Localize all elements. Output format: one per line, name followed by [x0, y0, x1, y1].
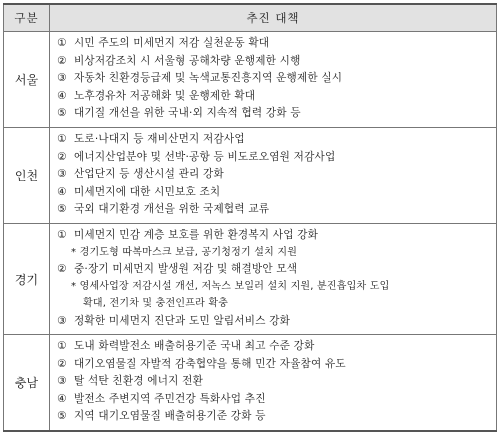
region-cell: 인천	[4, 128, 50, 224]
item-text: 도로·나대지 등 재비산먼지 저감사업	[74, 133, 245, 145]
list-item	[57, 201, 496, 219]
list-item	[57, 373, 496, 391]
item-number: ⑤	[57, 203, 67, 216]
list-item	[57, 53, 496, 71]
item-number: ①	[57, 37, 67, 49]
item-number: ④	[57, 89, 67, 102]
list-item	[57, 184, 496, 202]
item-text: 미세먼지 민감 계층 보호를 위한 환경복지 사업 강화	[74, 229, 319, 241]
item-number: ④	[57, 392, 67, 405]
item-text: 미세먼지에 대한 시민보호 조치	[74, 185, 221, 198]
header-measures: 추진 대책	[50, 4, 497, 32]
item-text: 지역 대기오염물질 배출허용기준 강화 등	[74, 410, 266, 423]
sub-note: * 영세사업장 저감시설 개선, 저녹스 보일러 설치 지원, 분진흡입차 도입	[71, 280, 390, 292]
item-number: ⑤	[57, 107, 67, 120]
measures-table	[3, 3, 497, 432]
table-row-chungnam	[4, 335, 497, 431]
sub-note: * 경기도형 따복마스크 보급, 공기청정기 설치 지원	[71, 246, 298, 258]
item-text: 시민 주도의 미세먼지 저감 실천운동 확대	[74, 37, 270, 49]
item-text: 대기오염물질 자발적 감축협약을 통해 민간 자율참여 유도	[74, 357, 346, 370]
items-cell	[50, 128, 497, 224]
item-number: ①	[57, 229, 67, 241]
list-item	[57, 227, 496, 245]
item-text: 노후경유차 저공해화 및 운행제한 확대	[74, 89, 256, 102]
list-item	[57, 408, 496, 426]
region-cell: 충남	[4, 335, 50, 431]
item-text: 비상저감조치 시 서울형 공해차량 운행제한 시행	[74, 54, 301, 67]
item-text: 국외 대기환경 개선을 위한 국제협력 교류	[74, 203, 270, 216]
region-cell: 서울	[4, 32, 50, 128]
item-number: ②	[57, 263, 67, 276]
item-text: 발전소 주변지역 주민건강 특화사업 추진	[74, 392, 266, 405]
list-item	[57, 70, 496, 88]
item-text: 탈 석탄 친환경 에너지 전환	[74, 375, 204, 388]
item-number: ④	[57, 185, 67, 198]
list-item	[57, 88, 496, 106]
list-item	[57, 149, 496, 167]
list-item	[57, 313, 496, 331]
header-region: 구분	[4, 4, 50, 32]
list-item	[57, 35, 496, 53]
list-item	[57, 338, 496, 356]
item-text: 산업단지 등 생산시설 관리 강화	[74, 168, 224, 181]
items-cell	[50, 335, 497, 431]
item-number: ②	[57, 54, 67, 67]
item-number: ②	[57, 357, 67, 370]
table-row-seoul	[4, 32, 497, 128]
item-number: ③	[57, 168, 67, 181]
table-row-incheon	[4, 128, 497, 224]
list-item	[57, 261, 496, 279]
item-number: ③	[57, 72, 67, 85]
table-header-row	[4, 4, 497, 32]
item-number: ③	[57, 375, 67, 388]
list-item	[57, 166, 496, 184]
list-item	[57, 105, 496, 123]
items-cell	[50, 224, 497, 335]
item-text: 정확한 미세먼지 진단과 도민 알림서비스 강화	[74, 314, 291, 327]
measures-table-container	[3, 3, 496, 432]
item-text: 도내 화력발전소 배출허용기준 국내 최고 수준 강화	[74, 340, 315, 352]
list-item	[57, 131, 496, 149]
item-number: ②	[57, 150, 67, 163]
item-number: ③	[57, 314, 67, 327]
item-text: 중·장기 미세먼지 발생원 저감 및 해결방안 모색	[74, 263, 298, 276]
item-text: 에너지산업분야 및 선박·공항 등 비도로오염원 저감사업	[74, 150, 336, 163]
item-number: ①	[57, 340, 67, 352]
sub-note-continuation: 확대, 전기차 및 충전인프라 확충	[83, 297, 229, 309]
item-text: 대기질 개선을 위한 국내·외 지속적 협력 강화 등	[74, 107, 301, 120]
list-item	[57, 356, 496, 374]
region-cell: 경기	[4, 224, 50, 335]
items-cell	[50, 32, 497, 128]
item-number: ①	[57, 133, 67, 145]
item-text: 자동차 친환경등급제 및 녹색교통진흥지역 운행제한 실시	[74, 72, 343, 85]
item-number: ⑤	[57, 410, 67, 423]
table-row-gyeonggi	[4, 224, 497, 335]
list-item	[57, 391, 496, 409]
